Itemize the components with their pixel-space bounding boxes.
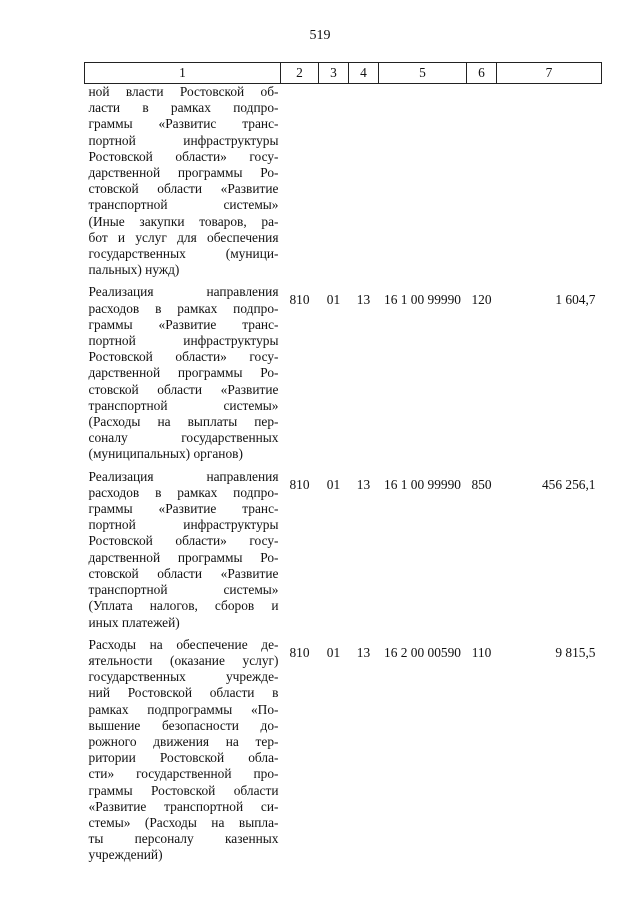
description-line: государственных (муници- xyxy=(88,246,279,262)
description-line: дарственной программы Ро- xyxy=(88,549,279,565)
description-line: ты персоналу казенных xyxy=(88,831,279,847)
description-line: стемы» (Расходы на выпла- xyxy=(88,814,279,830)
amount-cell: 9 815,5 xyxy=(555,644,596,660)
description-line: Ростовской области» госу- xyxy=(88,148,279,164)
header-col-5: 5 xyxy=(379,63,467,84)
description-line: граммы «Развитие транс- xyxy=(88,501,279,517)
table-row xyxy=(85,284,602,462)
row-description xyxy=(85,284,281,462)
description-line: Ростовской области» госу- xyxy=(88,533,279,549)
amount-cell xyxy=(497,84,602,279)
description-line: расходов в рамках подпро- xyxy=(88,484,279,500)
description-line: транспортной системы» xyxy=(88,197,279,213)
ministry-code-cell: 810 xyxy=(289,644,310,660)
description-line: соналу государственных xyxy=(88,430,279,446)
subsection-code-cell: 13 xyxy=(356,292,371,308)
description-line: ной власти Ростовской об- xyxy=(88,84,279,99)
header-col-4: 4 xyxy=(349,63,379,84)
expense-type-code-cell: 110 xyxy=(471,644,492,660)
description-line: учреждений) xyxy=(88,847,163,863)
description-line: ласти в рамках подпро- xyxy=(88,100,279,116)
ministry-code-cell: 810 xyxy=(289,476,310,492)
row-description xyxy=(85,637,281,864)
description-line: граммы Ростовской области xyxy=(88,782,279,798)
expense-type-code-cell: 850 xyxy=(471,476,492,492)
description-line: рамках подпрограммы «По- xyxy=(88,701,279,717)
table-body xyxy=(85,84,602,864)
header-col-3: 3 xyxy=(319,63,349,84)
table-row xyxy=(85,637,602,864)
subsection-code-cell xyxy=(349,84,379,279)
subsection-code-cell: 13 xyxy=(356,644,371,660)
description-line: сти» государственной про- xyxy=(88,766,279,782)
ministry-code-cell xyxy=(281,84,319,279)
description-line: Ростовской области» госу- xyxy=(88,349,279,365)
description-line: (Уплата налогов, сборов и xyxy=(88,598,279,614)
section-code-cell: 01 xyxy=(326,644,341,660)
description-line: пальных) нужд) xyxy=(88,262,180,278)
section-code-cell xyxy=(319,84,349,279)
header-col-6: 6 xyxy=(467,63,497,84)
expense-type-code-cell: 120 xyxy=(471,292,492,308)
description-line: ятельности (оказание услуг) xyxy=(88,652,279,668)
target-item-code-cell: 16 1 00 99990 xyxy=(384,292,461,308)
amount-cell: 456 256,1 xyxy=(541,476,596,492)
description-line: (Иные закупки товаров, ра- xyxy=(88,213,279,229)
description-line: бот и услуг для обеспечения xyxy=(88,229,279,245)
description-line: стовской области «Развитие xyxy=(88,565,279,581)
description-line: Реализация направления xyxy=(88,284,279,300)
description-line: Реализация направления xyxy=(88,468,279,484)
description-line: вышение безопасности до- xyxy=(88,717,279,733)
table-header xyxy=(85,63,602,84)
header-row xyxy=(85,63,602,84)
description-line: стовской области «Развитие xyxy=(88,381,279,397)
row-description xyxy=(85,84,281,279)
target-item-code-cell: 16 2 00 00590 xyxy=(384,644,461,660)
page-number: 519 xyxy=(309,28,331,43)
section-code-cell: 01 xyxy=(326,292,341,308)
description-line: ний Ростовской области в xyxy=(88,685,279,701)
description-line: (муниципальных) органов) xyxy=(88,446,243,462)
description-line: расходов в рамках подпро- xyxy=(88,300,279,316)
table-row xyxy=(85,469,602,631)
description-line: иных платежей) xyxy=(88,614,180,630)
description-line: портной инфраструктуры xyxy=(88,333,279,349)
row-description xyxy=(85,469,281,631)
description-line: Расходы на обеспечение де- xyxy=(88,636,279,652)
amount-cell: 1 604,7 xyxy=(555,292,596,308)
description-line: дарственной программы Ро- xyxy=(88,365,279,381)
description-line: граммы «Развитис транс- xyxy=(88,116,279,132)
description-line: государственных учрежде- xyxy=(88,669,279,685)
description-line: (Расходы на выплаты пер- xyxy=(88,414,279,430)
section-code-cell: 01 xyxy=(326,476,341,492)
description-line: портной инфраструктуры xyxy=(88,132,279,148)
description-line: стовской области «Развитие xyxy=(88,181,279,197)
target-item-code-cell xyxy=(379,84,467,279)
header-col-1: 1 xyxy=(85,63,281,84)
description-line: транспортной системы» xyxy=(88,582,279,598)
description-line: граммы «Развитие транс- xyxy=(88,316,279,332)
header-col-7: 7 xyxy=(497,63,602,84)
ministry-code-cell: 810 xyxy=(289,292,310,308)
table-row xyxy=(85,84,602,279)
expense-type-code-cell xyxy=(467,84,497,279)
description-line: «Развитие транспортной си- xyxy=(88,798,279,814)
budget-table xyxy=(84,62,602,864)
description-line: ритории Ростовской обла- xyxy=(88,750,279,766)
subsection-code-cell: 13 xyxy=(356,476,371,492)
header-col-2: 2 xyxy=(281,63,319,84)
description-line: транспортной системы» xyxy=(88,397,279,413)
description-line: портной инфраструктуры xyxy=(88,517,279,533)
description-line: дарственной программы Ро- xyxy=(88,165,279,181)
target-item-code-cell: 16 1 00 99990 xyxy=(384,476,461,492)
description-line: рожного движения на тер- xyxy=(88,733,279,749)
